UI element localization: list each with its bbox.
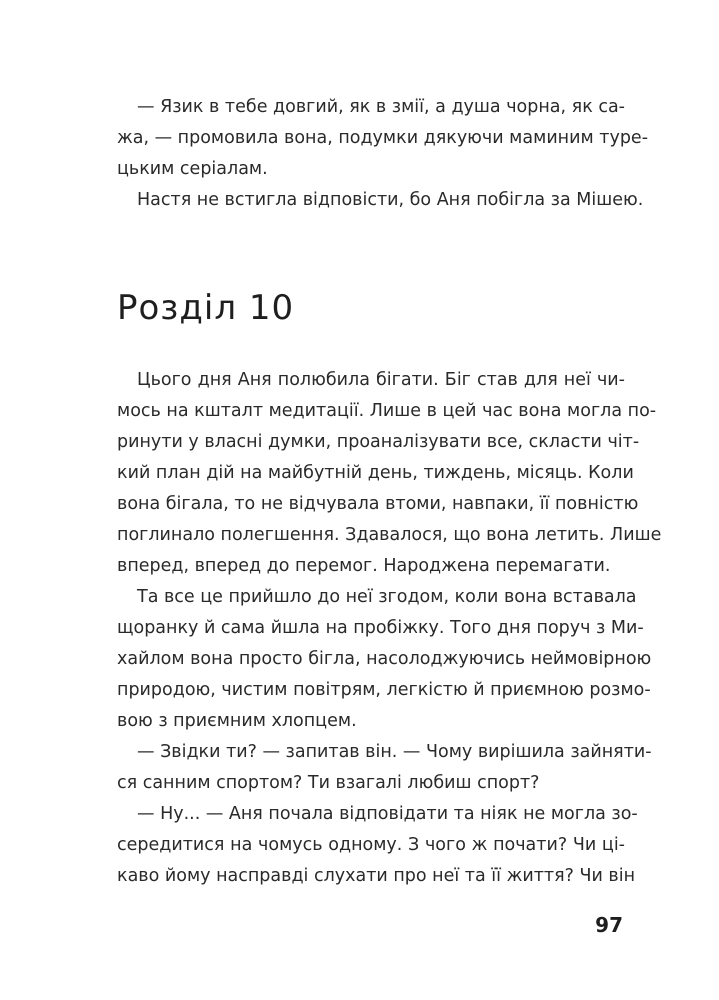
paragraph-block-top	[117, 92, 649, 216]
text-line: ринути у власні думки, проаналізувати все, скласти чіт-	[117, 432, 640, 452]
paragraph-block-main	[117, 365, 662, 892]
text-line: середитися на чомусь одному. З чого ж почати? Чи ці-	[117, 835, 625, 855]
text-line: Та все це прийшло до неї згодом, коли вона вставала	[137, 587, 637, 607]
text-line: ся санним спортом? Ти взагалі любиш спорт?	[117, 773, 540, 793]
chapter-title: Розділ 10	[117, 288, 295, 328]
text-line: вою з приємним хлопцем.	[117, 711, 357, 731]
text-line: щоранку й сама йшла на пробіжку. Того дня поруч з Ми-	[117, 618, 644, 638]
text-line: хайлом вона просто бігла, насолоджуючись неймовірною	[117, 649, 652, 669]
text-line: Настя не встигла відповісти, бо Аня побігла за Мішею.	[137, 190, 644, 210]
text-line: цьким серіалам.	[117, 159, 268, 179]
text-line: поглинало полегшення. Здавалося, що вона летить. Лише	[117, 525, 662, 545]
text-line: мось на кшталт медитації. Лише в цей час вона могла по-	[117, 401, 657, 421]
text-line: вперед, вперед до перемог. Народжена перемагати.	[117, 556, 611, 576]
text-line: каво йому насправді слухати про неї та її життя? Чи він	[117, 866, 636, 886]
text-line: — Звідки ти? — запитав він. — Чому вирішила зайняти-	[137, 742, 652, 762]
text-line: — Язик в тебе довгий, як в змії, а душа чорна, як са-	[137, 97, 625, 117]
text-line: — Ну... — Аня почала відповідати та ніяк не могла зо-	[137, 804, 638, 824]
page-number: 97	[595, 913, 623, 937]
text-line: вона бігала, то не відчувала втоми, навпаки, її повністю	[117, 494, 639, 514]
text-line: кий план дій на майбутній день, тиждень, місяць. Коли	[117, 463, 634, 483]
text-line: природою, чистим повітрям, легкістю й приємною розмо-	[117, 680, 651, 700]
text-line: Цього дня Аня полюбила бігати. Біг став для неї чи-	[137, 370, 625, 390]
text-line: жа, — промовила вона, подумки дякуючи маминим туре-	[117, 128, 649, 148]
